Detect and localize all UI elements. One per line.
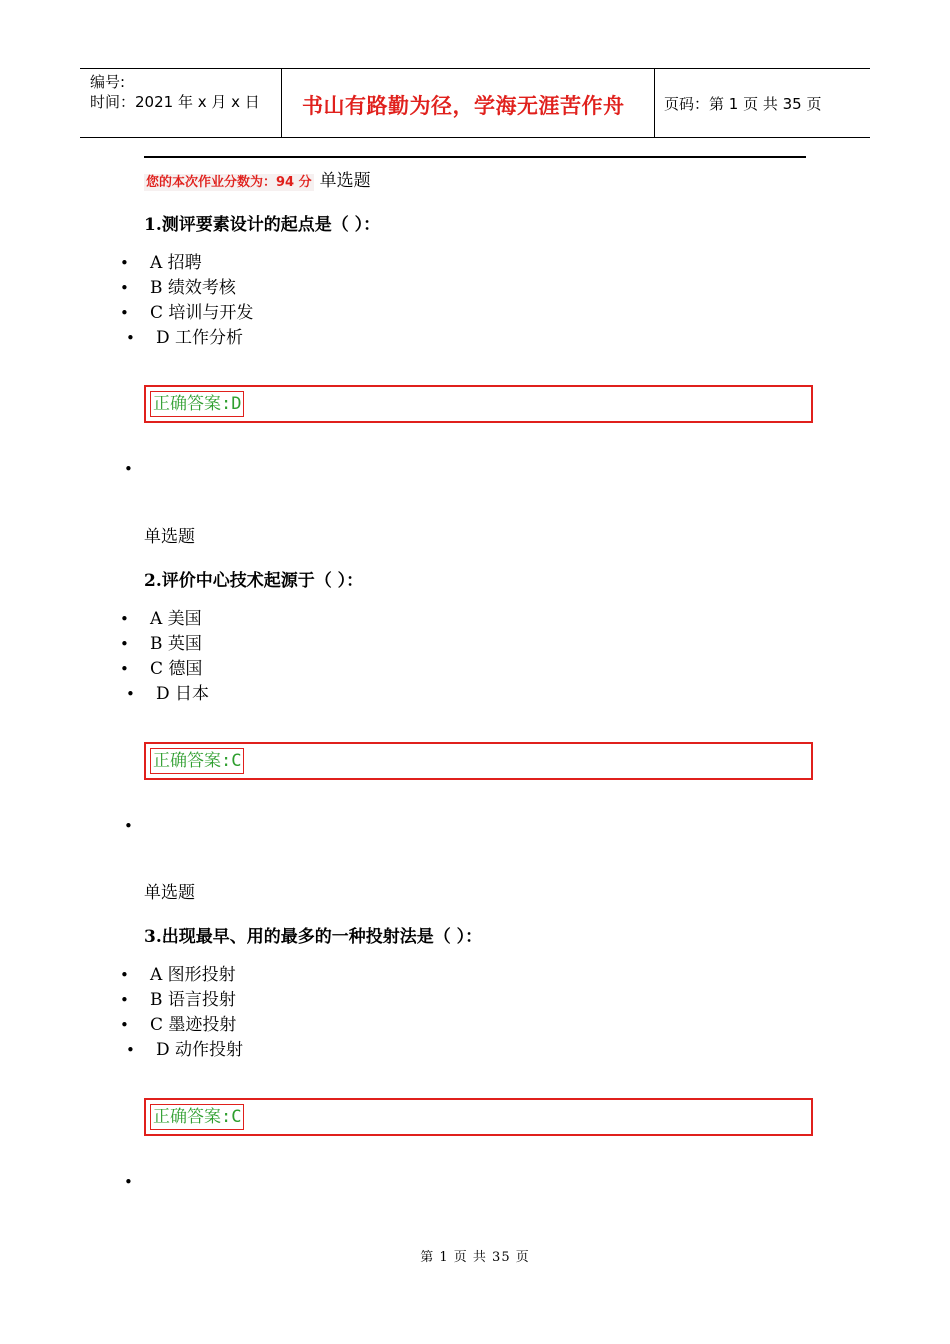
question-type: 单选题 xyxy=(319,171,371,191)
correct-answer: 正确答案:C xyxy=(150,748,244,774)
option-d[interactable]: • D 工作分析 xyxy=(120,326,253,351)
option-c[interactable]: • C 墨迹投射 xyxy=(120,1013,243,1038)
answer-box xyxy=(144,742,813,780)
option-b[interactable]: • B 绩效考核 xyxy=(120,276,253,301)
option-a[interactable]: • A 美国 xyxy=(120,607,209,632)
question-type: 单选题 xyxy=(144,527,195,547)
correct-answer: 正确答案:D xyxy=(150,391,244,417)
option-c[interactable]: • C 培训与开发 xyxy=(120,301,253,326)
score-line xyxy=(144,166,371,191)
document-header xyxy=(80,68,870,138)
option-d[interactable]: • D 动作投射 xyxy=(120,1038,243,1063)
option-list xyxy=(120,607,209,707)
score-text: 您的本次作业分数为：94 分 xyxy=(146,175,312,190)
option-a[interactable]: • A 图形投射 xyxy=(120,963,243,988)
question-type: 单选题 xyxy=(144,883,195,903)
option-b[interactable]: • B 英国 xyxy=(120,632,209,657)
answer-box xyxy=(144,1098,813,1136)
empty-bullet: • xyxy=(124,817,133,835)
header-motto-cell xyxy=(281,69,655,137)
empty-bullet: • xyxy=(124,460,133,478)
option-d[interactable]: • D 日本 xyxy=(120,682,209,707)
option-list xyxy=(120,251,253,351)
header-page-cell xyxy=(654,69,870,137)
option-list xyxy=(120,963,243,1063)
header-left-cell xyxy=(80,69,280,137)
question-title: 1.测评要素设计的起点是（ ）： xyxy=(144,215,381,235)
question-title: 2.评价中心技术起源于（ ）： xyxy=(144,571,364,591)
correct-answer: 正确答案:C xyxy=(150,1104,244,1130)
option-c[interactable]: • C 德国 xyxy=(120,657,209,682)
answer-box xyxy=(144,385,813,423)
page-info: 页码：第 1 页 共 35 页 xyxy=(664,95,822,113)
top-divider xyxy=(144,156,806,158)
option-b[interactable]: • B 语言投射 xyxy=(120,988,243,1013)
number-label: 编号: xyxy=(90,73,126,91)
page-footer: 第 1 页 共 35 页 xyxy=(420,1250,530,1265)
question-title: 3.出现最早、用的最多的一种投射法是（ ）： xyxy=(144,927,483,947)
option-a[interactable]: • A 招聘 xyxy=(120,251,253,276)
empty-bullet: • xyxy=(124,1173,133,1191)
time-label: 时间：2021 年 x 月 x 日 xyxy=(90,93,260,111)
motto: 书山有路勤为径，学海无涯苦作舟 xyxy=(302,94,625,118)
